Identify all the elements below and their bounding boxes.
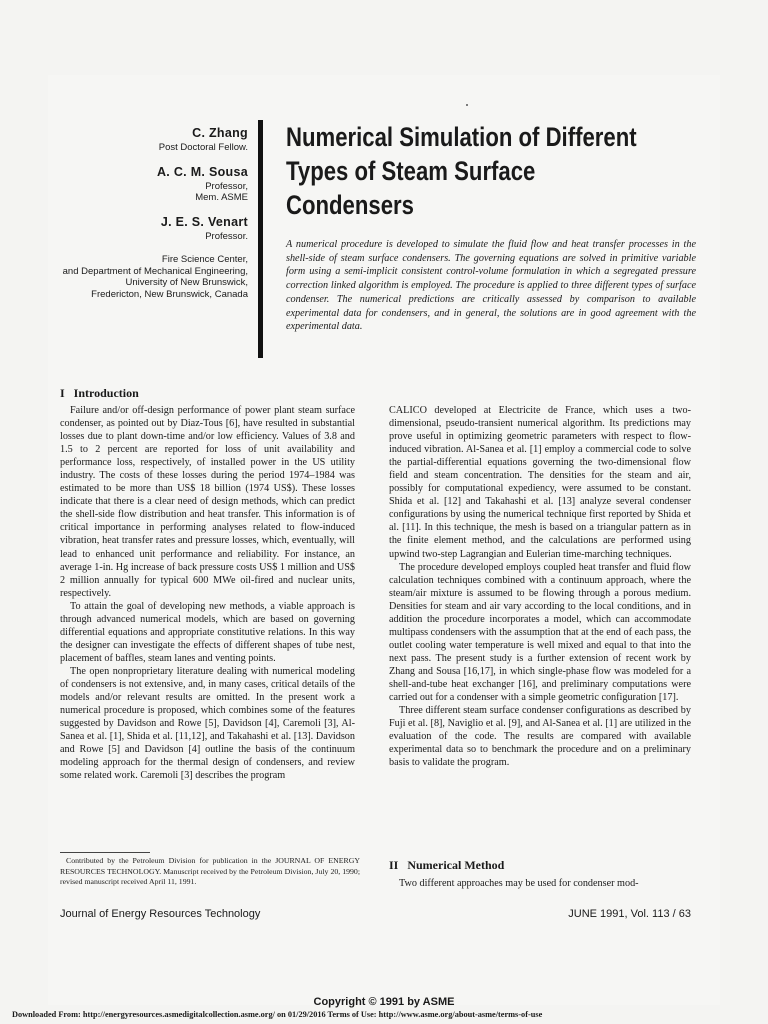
affiliation-line: and Department of Mechanical Engineering, bbox=[62, 265, 248, 277]
affiliation bbox=[60, 254, 248, 300]
speck bbox=[466, 104, 468, 106]
author-role: Professor, bbox=[205, 181, 248, 192]
author-role: Mem. ASME bbox=[195, 192, 248, 203]
journal-name: Journal of Energy Resources Technology bbox=[60, 908, 261, 920]
author-name: A. C. M. Sousa bbox=[156, 165, 248, 179]
author-column bbox=[60, 126, 248, 300]
copyright-notice: Copyright © 1991 by ASME bbox=[313, 996, 455, 1008]
affiliation-line: Fredericton, New Brunswick, Canada bbox=[91, 288, 248, 300]
footnote-rule bbox=[60, 852, 150, 853]
author-name: C. Zhang bbox=[192, 126, 248, 140]
body-column-left bbox=[60, 404, 355, 782]
section-heading-introduction: I Introduction bbox=[60, 386, 139, 400]
title-line: Types of Steam Surface bbox=[286, 156, 536, 186]
author-role: Professor. bbox=[205, 231, 248, 242]
affiliation-line: Fire Science Center, bbox=[161, 254, 248, 265]
paragraph: Two different approaches may be used for condenser mod- bbox=[399, 878, 639, 889]
paper-title bbox=[286, 120, 704, 222]
author-block bbox=[60, 126, 248, 153]
paragraph: CALICO developed at Electricite de France, which uses a two-dimensional, pseudo-transient numerical algorithm. Its predictions may prove useful in optimizing geometric parameters with respect to flow-induced vibration. Al-Sanea et al. [1] employ a commercial code to solve the partial-differential equations governing the two-dimensional flow field and steam concentration. The densities for the steam and air, possibly for computational expediency, were assumed to be constant. Shida et al. [12] and Takahashi et al. [13] analyze several condenser configurations by using the numerical technique first reported by Shida et al. [11]. In this technique, the mesh is based on a triangular pattern as in the finite element method, and the calculations are performed using upwind two-step Lagrangian and Eulerian time-marching techniques. bbox=[389, 405, 691, 560]
affiliation-line: University of New Brunswick, bbox=[125, 277, 248, 288]
title-line: Condensers bbox=[286, 190, 414, 220]
paragraph: Failure and/or off-design performance of power plant steam surface condenser, as pointed out by Diaz-Tous [6], have resulted in substantial losses due to plant down-time and/or low efficiency. Values of 3.8 and 1.5 to 2 percent are reported for loss of unit availability and performance loss, respectively, of installed power in the US utility industry. The costs of these losses during the period 1974–1984 was estimated to be more than US$ 18 billion (1974 US$). These losses indicate that there is a clear need of design methods, which can predict the shell-side flow distribution and heat transfer. This information is of critical importance in performing analyses related to flow-induced vibration, heat transfer rates and pressure losses, which, eventually, will lead to enhanced unit performance and reliability. For instance, an average 1-in. Hg increase of back pressure costs US$ 1 million and US$ 2 million annually for typical 600 MWe oil-fired and nuclear units, respectively. bbox=[60, 405, 355, 599]
author-block bbox=[60, 215, 248, 242]
footnote: Contributed by the Petroleum Division for publication in the JOURNAL OF ENERGY RESOURCES TECHNOLOGY. Manuscript received by the Petroleum Division, July 20, 1990; revised manuscript received April 11, 1991. bbox=[60, 856, 360, 886]
paragraph: The open nonproprietary literature dealing with numerical modeling of condensers is not extensive, and, in many cases, critical details of the models and/or relevant results are omitted. In the present work a numerical procedure is proposed, which combines some of the features suggested by Davidson and Rowe [5], Davidson [4], Caremoli [3], Al-Sanea et al. [1], Shida et al. [11,12], and Takahashi et al. [13]. Davidson and Rowe [5] and Davidson [4] outline the basis of the continuum modeling approach for the thermal design of condensers, and review some related work. Caremoli [3] describes the program bbox=[60, 665, 355, 782]
paragraph: The procedure developed employs coupled heat transfer and fluid flow calculation techniques combined with a continuum approach, where the steam/air mixture is assumed to be flowing through a porous medium. Densities for steam and air vary according to the local conditions, and in addition the procedure incorporates a model, which can accommodate multipass condensers with the assumption that at the end of each pass, the outlet cooling water temperature is well mixed and equal to that into the next pass. The present study is a further extension of recent work by Zhang and Sousa [16,17], in which single-phase flow was modeled for a shell-and-tube heat exchanger [16], and preliminary computations were carried out for a condenser with a simple geometric configuration [17]. bbox=[389, 561, 691, 704]
section-heading-numerical-method: II Numerical Method bbox=[389, 858, 505, 872]
author-block bbox=[60, 165, 248, 203]
download-notice[interactable]: Downloaded From: http://energyresources.asmedigitalcollection.asme.org/ on 01/29/2016 Terms of Use: http://www.asme.org/about-asme/terms-of-use bbox=[12, 1010, 543, 1019]
body-column-right bbox=[389, 404, 691, 769]
abstract: A numerical procedure is developed to simulate the fluid flow and heat transfer processes in the shell-side of steam surface condensers. The governing equations are solved in primitive variable form using a semi-implicit consistent control-volume formulation in which a segregated pressure correction linked algorithm is employed. The procedure is applied to three different types of surface condenser. The numerical predictions are critically assessed by comparison to available experimental data for condensers, and in general, the solutions are in good agreement with the experimental data. bbox=[286, 239, 696, 333]
title-line: Numerical Simulation of Different bbox=[286, 122, 637, 152]
author-name: J. E. S. Venart bbox=[160, 215, 248, 229]
title-divider-bar bbox=[258, 120, 263, 358]
author-role: Post Doctoral Fellow. bbox=[158, 142, 248, 153]
paragraph: Three different steam surface condenser configurations as described by Fuji et al. [8], Naviglio et al. [9], and Al-Sanea et al. [1] are utilized in the evaluation of the code. The results are compared with available experimental data so to benchmark the procedure and on a preliminary basis to validate the program. bbox=[389, 705, 691, 769]
paragraph: To attain the goal of developing new methods, a viable approach is through advanced numerical models, which are based on governing differential equations and appropriate constitutive relations. In this way the designer can investigate the effects of different shapes of tube nest, placement of baffles, steam lanes and venting points. bbox=[60, 600, 355, 664]
issue-info: JUNE 1991, Vol. 113 / 63 bbox=[568, 908, 691, 920]
